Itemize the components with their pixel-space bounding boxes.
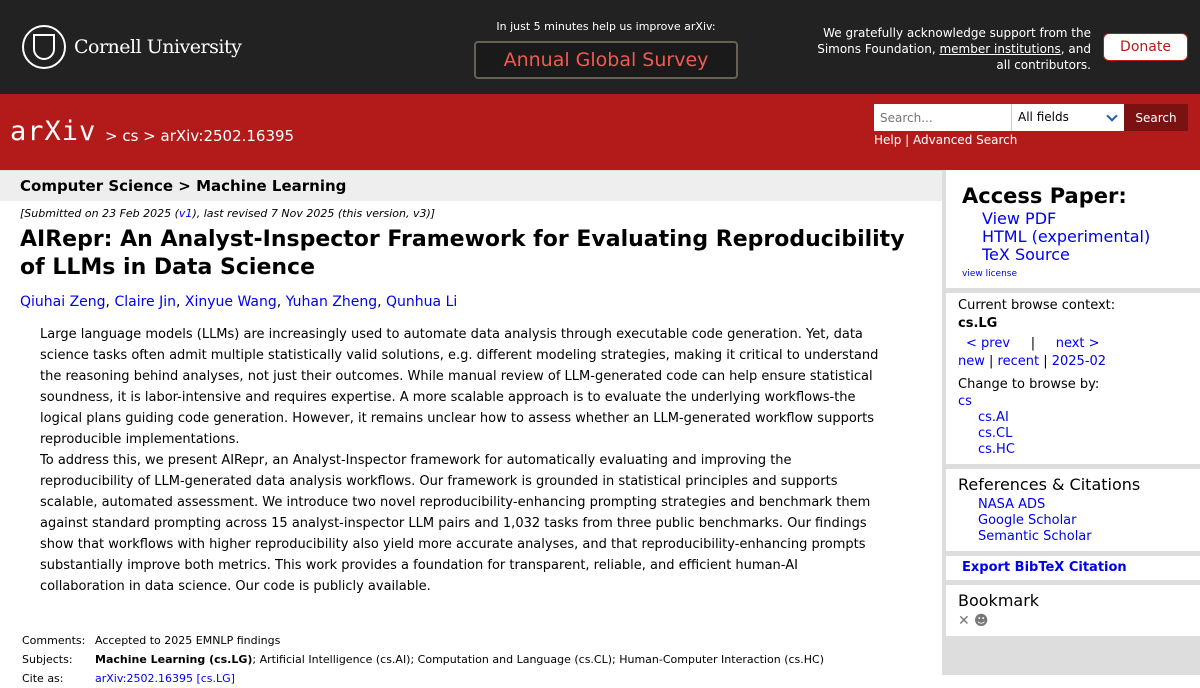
ack-text: , and [1060,42,1091,56]
ack-text: Simons Foundation, [817,42,940,56]
search-input[interactable] [874,104,1011,131]
google-scholar-link[interactable]: Google Scholar [978,513,1077,528]
author-link[interactable]: Qunhua Li [386,294,458,310]
new-link[interactable]: new [958,354,985,369]
abstract-line: Large language models (LLMs) are increasingly used to automate data analysis through executable code generation. Yet, data [40,327,863,342]
abstract-line: substantially improve both metrics. This work provides a foundation for transparent, reliable, and efficient human-AI [40,558,798,573]
nasa-ads-link[interactable]: NASA ADS [978,497,1046,512]
separator: | [901,133,914,147]
ack-text: all contributors. [996,58,1091,72]
abstract-line: against standard prompting across 15 analyst-inspector LLM pairs and 1,032 tasks from three public benchmarks. Our findings [40,516,867,531]
view-pdf-link[interactable]: View PDF [982,209,1057,228]
v1-link[interactable]: v1 [178,207,193,220]
abstract-line: science tasks often admit multiple statistically valid solutions, e.g. different modeling strategies, making it critical to understand [40,348,879,363]
dateline-text: [Submitted on 23 Feb 2025 ( [20,207,179,220]
donate-button[interactable]: Donate [1103,33,1188,61]
cornell-seal-icon [22,25,66,69]
html-link[interactable]: HTML (experimental) [982,227,1151,246]
metadata-table [22,631,824,688]
reddit-icon[interactable]: ☻ [973,613,989,629]
breadcrumb-cs[interactable]: > cs > [105,127,156,145]
survey-banner [474,20,738,79]
bibsonomy-icon[interactable]: ✕ [958,613,970,629]
cornell-header [0,0,1200,94]
category-link[interactable]: cs.HC [978,442,1015,457]
dateline-text: ), last revised 7 Nov 2025 (this version, v3)] [192,207,436,220]
abstract-line: reproducibility of LLM-generated data analysis workflows. Our framework is grounded in statistical principles and supports [40,474,838,489]
ack-text: We gratefully acknowledge support from the [823,26,1091,40]
help-link[interactable]: Help [874,133,902,147]
abstract-line: To address this, we present AIRepr, an Analyst-Inspector framework for automatically evaluating and improving the [40,453,792,468]
abstract-line: reproducible implementations. [40,432,240,447]
search-button[interactable]: Search [1124,104,1188,131]
authors: Qiuhai Zeng, Claire Jin, Xinyue Wang, Yuhan Zheng, Qunhua Li [20,294,458,310]
next-link[interactable]: next > [1055,336,1100,351]
advanced-search-link[interactable]: Advanced Search [913,133,1018,147]
category-link[interactable]: cs [958,394,972,409]
author-link[interactable]: Yuhan Zheng [285,294,378,310]
subject-heading: Computer Science > Machine Learning [0,170,942,201]
change-browse-label: Change to browse by: [958,377,1100,392]
recent-link[interactable]: recent [997,354,1040,369]
abstract-line: the reasoning behind analyses, not just their outcomes. While manual review of LLM-generated code can help ensure statistical [40,369,873,384]
author-link[interactable]: Qiuhai Zeng [20,294,106,310]
primary-subject: Machine Learning (cs.LG) [95,653,253,666]
acknowledgement [800,25,1091,73]
survey-message: In just 5 minutes help us improve arXiv: [496,20,716,33]
abstract-line: logical plans guiding code generation. However, it remains unclear how to assess whether an LLM-generated workflow supports [40,411,874,426]
other-subjects: ; Artificial Intelligence (cs.AI); Computation and Language (cs.CL); Human-Computer Interaction (cs.HC) [252,653,825,666]
tex-source-link[interactable]: TeX Source [982,245,1070,264]
browse-context-label: Current browse context: [958,298,1116,313]
abstract [40,324,890,597]
browse-context: cs.LG [958,316,998,331]
abstract-line: scalable, automated assessment. We introduce two novel reproducibility-enhancing prompting strategies and benchmark them [40,495,871,510]
category-link[interactable]: cs.CL [978,426,1013,441]
arxiv-logo[interactable]: arXiv [10,116,97,147]
abstract-page [0,170,942,685]
author-link[interactable]: Xinyue Wang [184,294,277,310]
member-institutions-link[interactable]: member institutions [939,42,1061,56]
survey-button[interactable]: Annual Global Survey [474,41,738,79]
prev-link[interactable]: < prev [966,336,1011,351]
export-bibtex-link[interactable]: Export BibTeX Citation [962,560,1127,575]
subjects-label: Subjects: [22,653,73,666]
dateline [20,207,922,220]
cite-label: Cite as: [22,672,64,685]
month-link[interactable]: 2025-02 [1051,354,1107,369]
search-form [874,104,1188,131]
category-link[interactable]: cs.AI [978,410,1009,425]
author-link[interactable]: Claire Jin [114,294,176,310]
cite-link[interactable]: arXiv:2502.16395 [cs.LG] [95,672,235,685]
arxiv-header [0,94,1200,170]
abstract-line: soundness, it is labor-intensive and requires expertise. A more scalable approach is to evaluate the underlying workflows-the [40,390,856,405]
breadcrumb [105,127,294,145]
cornell-logo[interactable] [22,25,241,69]
references-heading: References & Citations [958,475,1141,494]
view-license-link[interactable]: view license [962,269,1018,279]
breadcrumb-id: arXiv:2502.16395 [160,127,295,145]
paper-title: AIRepr: An Analyst-Inspector Framework for Evaluating Reproducibility of LLMs in Data Science [20,227,905,280]
access-paper-heading: Access Paper: [962,184,1127,208]
comments-label: Comments: [22,634,86,647]
search-field-select[interactable]: All fields [1011,104,1124,131]
bookmark-heading: Bookmark [958,591,1040,610]
sidebar: Access Paper: View PDF HTML (experimental) TeX Source view license Current browse context: cs.LG < prev | next > new | recent | 2025-02 Change to browse by: cs cs.AI cs.CL cs.HC References & Citations NASA ADS Google Scholar Semantic Scholar Export BibTeX Citation Bookmark ✕ ☻ [942,170,1200,675]
semantic-scholar-link[interactable]: Semantic Scholar [978,529,1092,544]
abstract-line: show that workflows with higher reproducibility also yield more accurate analyses, and that reproducibility-enhancing prompts [40,537,866,552]
abstract-line: collaboration in data science. Our code is publicly available. [40,579,431,594]
comments-value: Accepted to 2025 EMNLP findings [95,634,281,647]
cornell-name: Cornell University [74,36,242,58]
